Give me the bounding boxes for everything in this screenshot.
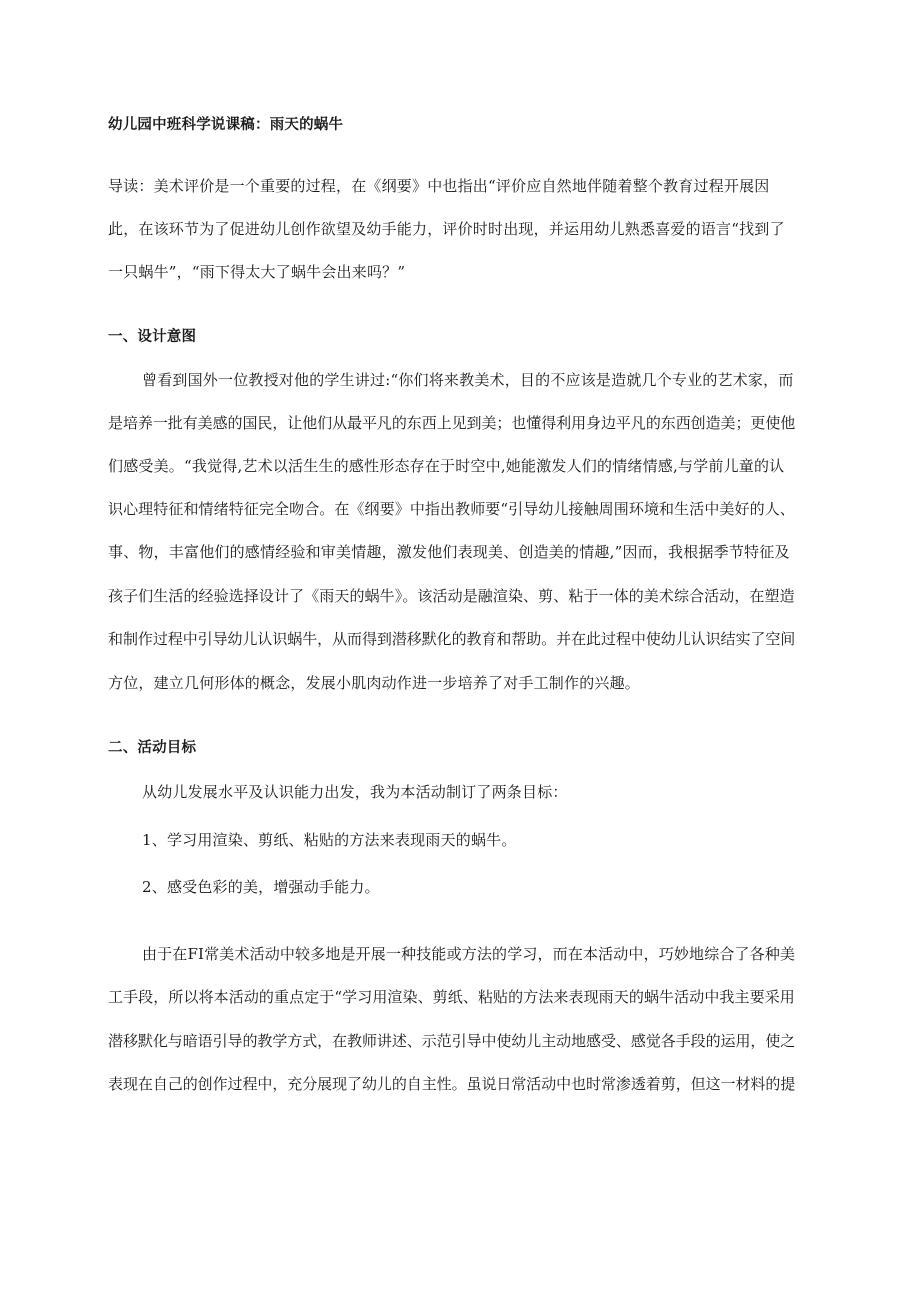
goals-para-line-3: 潜移默化与暗语引导的教学方式，在教师讲述、示范引导中使幼儿主动地感受、感觉各手段的运用，使之 [108, 1032, 796, 1050]
goals-para-line-1: 由于在FI常美术活动中较多地是开展一种技能或方法的学习，而在本活动中，巧妙地综合了各种美 [142, 945, 796, 963]
design-intent-line-4: 识心理特征和情绪特征完全吻合。在《纲要》中指出教师要“引导幼儿接触周围环境和生活中美好的人、 [108, 500, 795, 518]
goals-para-line-4: 表现在自己的创作过程中，充分展现了幼儿的自主性。虽说日常活动中也时常渗透着剪，但这一材料的提 [108, 1075, 796, 1093]
design-intent-line-2: 是培养一批有美感的国民，让他们从最平凡的东西上见到美；也懂得利用身边平凡的东西创造美；更使他 [108, 414, 796, 432]
design-intent-line-3: 们感受美。“我觉得,艺术以活生生的感性形态存在于时空中,她能激发人们的情绪情感,与学前儿童的认 [108, 457, 785, 475]
activity-goals-intro: 从幼儿发展水平及认识能力出发，我为本活动制订了两条目标： [142, 783, 568, 801]
intro-line-2: 此，在该环节为了促进幼儿创作欲望及幼手能力，评价时时出现，并运用幼儿熟悉喜爱的语言“找到了 [108, 220, 785, 238]
goal-item-2: 2、感受色彩的美，增强动手能力。 [142, 878, 380, 896]
intro-line-3: 一只蜗牛”，“雨下得太大了蜗牛会出来吗？” [108, 263, 406, 281]
goals-para-line-2: 工手段，所以将本活动的重点定于“学习用渲染、剪纸、粘贴的方法来表现雨天的蜗牛活动中我主要采用 [108, 988, 795, 1006]
intro-line-1: 导读：美术评价是一个重要的过程，在《纲要》中也指出“评价应自然地伴随着整个教育过程开展因 [108, 177, 770, 195]
design-intent-line-5: 事、物，丰富他们的感情经验和审美情趣，激发他们表现美、创造美的情趣,”因而，我根据季节特征及 [108, 543, 790, 561]
document-title: 幼儿园中班科学说课稿：雨天的蜗牛 [108, 117, 344, 133]
design-intent-line-7: 和制作过程中引导幼儿认识蜗牛，从而得到潜移默化的教育和帮助。并在此过程中使幼儿认识结实了空间 [108, 630, 796, 648]
goal-item-1: 1、学习用渲染、剪纸、粘贴的方法来表现雨天的蜗牛。 [142, 831, 517, 849]
section-heading-design-intent: 一、设计意图 [108, 329, 197, 345]
design-intent-line-8: 方位，建立几何形体的概念，发展小肌肉动作进一步培养了对手工制作的兴趣。 [108, 674, 641, 692]
section-heading-activity-goals: 二、活动目标 [108, 740, 197, 756]
design-intent-line-6: 孩子们生活的经验选择设计了《雨天的蜗牛》。该活动是融渲染、剪、粘于一体的美术综合活动，在塑造 [108, 587, 795, 605]
design-intent-line-1: 曾看到国外一位教授对他的学生讲过:“你们将来教美术，目的不应该是造就几个专业的艺术家，而 [142, 371, 794, 389]
